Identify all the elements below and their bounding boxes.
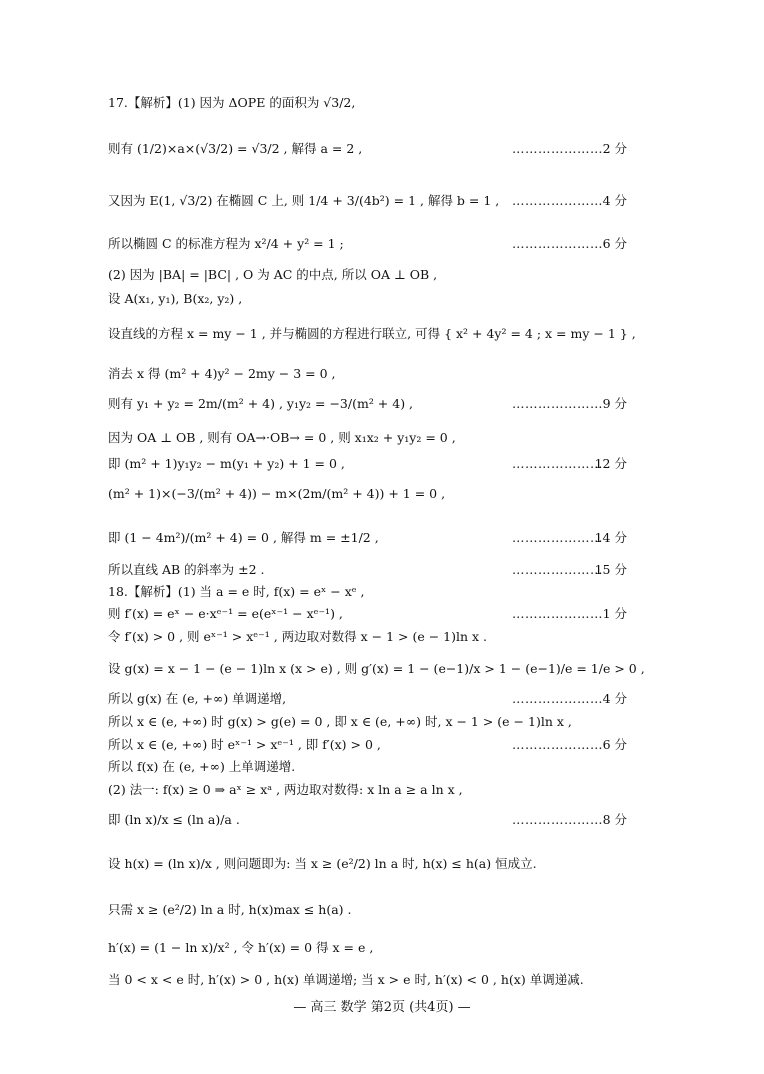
solution-line: 令 f′(x) > 0 , 则 eˣ⁻¹ > xᵉ⁻¹ , 两边取对数得 x − 1 > (e − 1)ln x . (108, 629, 488, 644)
solution-line: 设 g(x) = x − 1 − (e − 1)ln x (x > e) , 则 g′(x) = 1 − (e−1)/x > 1 − (e−1)/e = 1/e > 0 , (108, 661, 645, 676)
solution-line: 即 (m² + 1)y₁y₂ − m(y₁ + y₂) + 1 = 0 , (108, 456, 345, 471)
solution-line: 则 f′(x) = eˣ − e·xᵉ⁻¹ = e(eˣ⁻¹ − xᵉ⁻¹) , (108, 606, 343, 621)
solution-line: 所以椭圆 C 的标准方程为 x²/4 + y² = 1 ; (108, 236, 344, 251)
solution-line: 当 0 < x < e 时, h′(x) > 0 , h(x) 单调递增; 当 x > e 时, h′(x) < 0 , h(x) 单调递减. (108, 972, 584, 987)
solution-line: 17.【解析】(1) 因为 ΔOPE 的面积为 √3/2, (108, 95, 356, 110)
score-marker: ………………… 4 分 (512, 193, 627, 208)
solution-line: 所以直线 AB 的斜率为 ±2 . (108, 562, 265, 577)
solution-line: h′(x) = (1 − ln x)/x² , 令 h′(x) = 0 得 x = e , (108, 940, 374, 955)
solution-line: 18.【解析】(1) 当 a = e 时, f(x) = eˣ − xᵉ , (108, 584, 365, 599)
score-marker: ………………… 14 分 (512, 530, 627, 545)
solution-line: 所以 x ∈ (e, +∞) 时 eˣ⁻¹ > xᵉ⁻¹ , 即 f′(x) > 0 , (108, 737, 381, 752)
score-marker: ………………… 12 分 (512, 456, 627, 471)
solution-line: 因为 OA ⊥ OB , 则有 OA→·OB→ = 0 , 则 x₁x₂ + y₁y₂ = 0 , (108, 430, 456, 445)
solution-line: (m² + 1)×(−3/(m² + 4)) − m×(2m/(m² + 4)) + 1 = 0 , (108, 486, 446, 501)
solution-line: 设 h(x) = (ln x)/x , 则问题即为: 当 x ≥ (e²/2) ln a 时, h(x) ≤ h(a) 恒成立. (108, 856, 537, 871)
solution-line: (2) 因为 |BA| = |BC| , O 为 AC 的中点, 所以 OA ⊥ OB , (108, 267, 438, 282)
solution-line: 消去 x 得 (m² + 4)y² − 2my − 3 = 0 , (108, 366, 336, 381)
score-marker: ………………… 4 分 (512, 691, 627, 706)
solution-line: 则有 (1/2)×a×(√3/2) = √3/2 , 解得 a = 2 , (108, 141, 363, 156)
score-marker: ………………… 2 分 (512, 141, 627, 156)
score-marker: ………………… 8 分 (512, 812, 627, 827)
solution-line: (2) 法一: f(x) ≥ 0 ⇒ aˣ ≥ xᵃ , 两边取对数得: x ln a ≥ a ln x , (108, 782, 463, 797)
score-marker: ………………… 9 分 (512, 396, 627, 411)
solution-line: 又因为 E(1, √3/2) 在椭圆 C 上, 则 1/4 + 3/(4b²) = 1 , 解得 b = 1 , (108, 193, 500, 208)
solution-line: 即 (1 − 4m²)/(m² + 4) = 0 , 解得 m = ±1/2 , (108, 530, 379, 545)
solution-line: 所以 f(x) 在 (e, +∞) 上单调递增. (108, 759, 296, 774)
score-marker: ………………… 6 分 (512, 236, 627, 251)
score-marker: ………………… 1 分 (512, 606, 627, 621)
solution-line: 设 A(x₁, y₁), B(x₂, y₂) , (108, 291, 243, 306)
page-footer: — 高三 数学 第2页 (共4页) — (293, 1000, 471, 1015)
solution-line: 则有 y₁ + y₂ = 2m/(m² + 4) , y₁y₂ = −3/(m² + 4) , (108, 396, 414, 411)
solution-line: 即 (ln x)/x ≤ (ln a)/a . (108, 812, 240, 827)
score-marker: ………………… 15 分 (512, 562, 627, 577)
solution-line: 所以 g(x) 在 (e, +∞) 单调递增, (108, 691, 287, 706)
score-marker: ………………… 6 分 (512, 737, 627, 752)
solution-line: 所以 x ∈ (e, +∞) 时 g(x) > g(e) = 0 , 即 x ∈ (e, +∞) 时, x − 1 > (e − 1)ln x , (108, 714, 572, 729)
solution-line: 设直线的方程 x = my − 1 , 并与椭圆的方程进行联立, 可得 { x² + 4y² = 4 ; x = my − 1 } , (108, 326, 636, 341)
solution-line: 只需 x ≥ (e²/2) ln a 时, h(x)max ≤ h(a) . (108, 902, 352, 917)
